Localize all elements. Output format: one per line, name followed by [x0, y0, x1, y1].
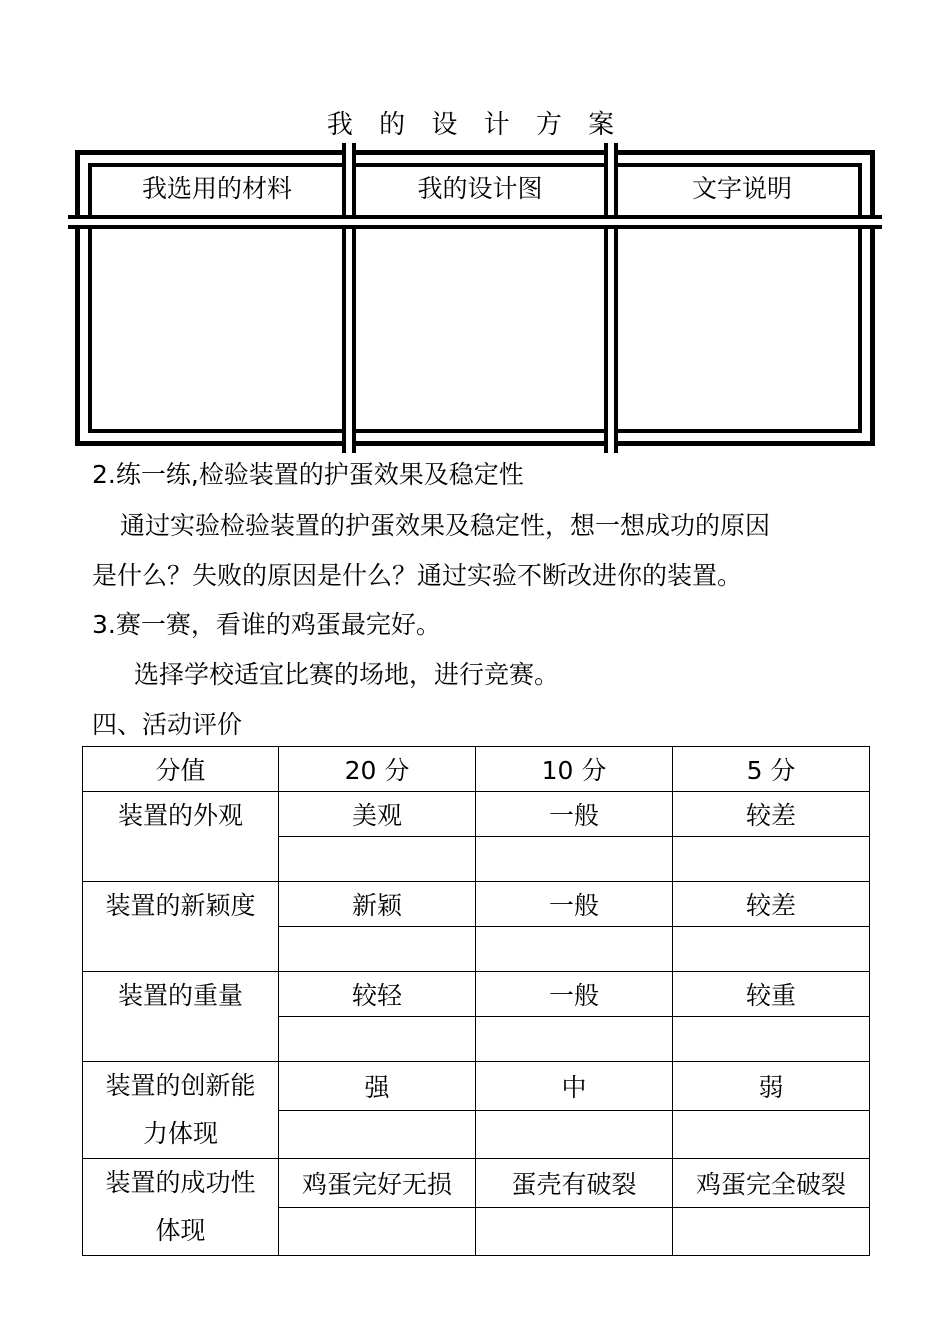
design-table-header-divider — [68, 215, 882, 229]
section3-heading: 3.赛一赛，看谁的鸡蛋最完好。 — [92, 610, 441, 639]
row-label — [83, 1159, 279, 1256]
row-label — [83, 1062, 279, 1159]
table-row — [83, 1062, 870, 1111]
header-score: 分值 — [83, 747, 279, 792]
section2-line2: 是什么？失败的原因是什么？通过实验不断改进你的装置。 — [92, 561, 743, 590]
score-entry-cell[interactable] — [279, 927, 476, 972]
criterion-cell: 蛋壳有破裂 — [476, 1159, 673, 1208]
criterion-cell: 较差 — [673, 882, 870, 927]
row-label-text: 装置的成功性体现 — [105, 1168, 256, 1245]
score-entry-cell[interactable] — [476, 837, 673, 882]
criterion-cell: 一般 — [476, 972, 673, 1017]
design-cell-materials[interactable] — [92, 233, 342, 429]
criterion-cell: 较差 — [673, 792, 870, 837]
design-table-divider-1 — [342, 143, 356, 453]
score-entry-cell[interactable] — [476, 927, 673, 972]
row-label: 装置的新颖度 — [83, 882, 279, 972]
header-20: 20 分 — [279, 747, 476, 792]
criterion-cell: 一般 — [476, 792, 673, 837]
score-entry-cell[interactable] — [673, 837, 870, 882]
section2-line1: 通过实验检验装置的护蛋效果及稳定性，想一想成功的原因 — [120, 511, 771, 540]
section2-heading: 2.练一练,检验装置的护蛋效果及稳定性 — [92, 460, 524, 489]
design-table — [75, 150, 875, 446]
criterion-cell: 中 — [476, 1062, 673, 1111]
criterion-cell: 较重 — [673, 972, 870, 1017]
design-table-divider-2 — [604, 143, 618, 453]
criterion-cell: 鸡蛋完全破裂 — [673, 1159, 870, 1208]
row-label: 装置的重量 — [83, 972, 279, 1062]
score-entry-cell[interactable] — [279, 1017, 476, 1062]
design-header-description: 文字说明 — [691, 174, 792, 203]
design-header-materials: 我选用的材料 — [141, 174, 292, 203]
evaluation-table — [82, 746, 870, 1256]
table-row — [83, 1159, 870, 1208]
criterion-cell: 弱 — [673, 1062, 870, 1111]
criterion-cell: 较轻 — [279, 972, 476, 1017]
table-row — [83, 792, 870, 837]
score-entry-cell[interactable] — [279, 837, 476, 882]
section3-line1: 选择学校适宜比赛的场地，进行竞赛。 — [134, 660, 560, 689]
header-5: 5 分 — [673, 747, 870, 792]
design-cell-description[interactable] — [618, 233, 866, 429]
table-row — [83, 972, 870, 1017]
score-entry-cell[interactable] — [476, 1207, 673, 1256]
score-entry-cell[interactable] — [476, 1110, 673, 1159]
score-entry-cell[interactable] — [673, 1207, 870, 1256]
score-entry-cell[interactable] — [279, 1110, 476, 1159]
section4-heading: 四、活动评价 — [92, 710, 243, 739]
criterion-cell: 鸡蛋完好无损 — [279, 1159, 476, 1208]
score-entry-cell[interactable] — [673, 1110, 870, 1159]
header-10: 10 分 — [476, 747, 673, 792]
criterion-cell: 一般 — [476, 882, 673, 927]
page-title: 我 的 设 计 方 案 — [326, 110, 624, 140]
score-entry-cell[interactable] — [673, 927, 870, 972]
criterion-cell: 新颖 — [279, 882, 476, 927]
criterion-cell: 美观 — [279, 792, 476, 837]
row-label-text: 装置的创新能力体现 — [105, 1071, 256, 1148]
table-row — [83, 882, 870, 927]
design-cell-drawing[interactable] — [356, 233, 604, 429]
design-header-drawing: 我的设计图 — [417, 174, 543, 203]
row-label: 装置的外观 — [83, 792, 279, 882]
table-header-row — [83, 747, 870, 792]
score-entry-cell[interactable] — [673, 1017, 870, 1062]
score-entry-cell[interactable] — [279, 1207, 476, 1256]
criterion-cell: 强 — [279, 1062, 476, 1111]
score-entry-cell[interactable] — [476, 1017, 673, 1062]
